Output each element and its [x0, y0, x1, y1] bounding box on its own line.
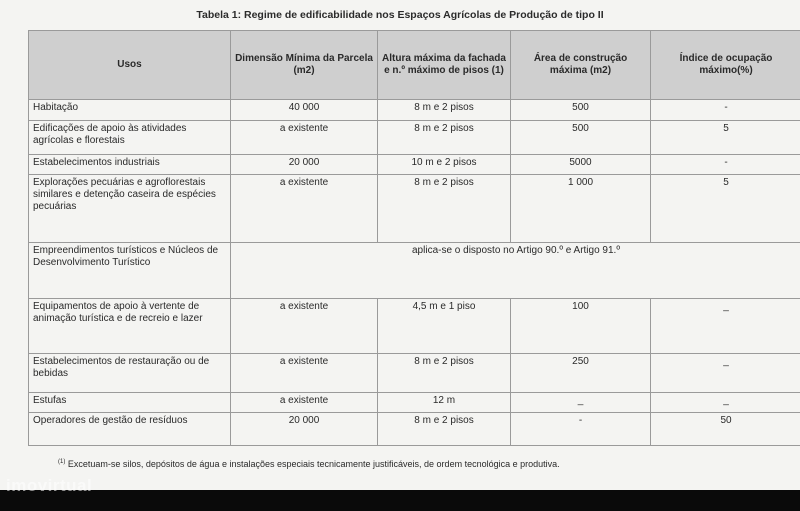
table-row — [29, 121, 800, 155]
cell-indice: _ — [651, 299, 800, 354]
cell-indice: - — [651, 100, 800, 121]
cell-uso: Edificações de apoio às atividades agrícolas e florestais — [29, 121, 231, 155]
cell-uso: Explorações pecuárias e agroflorestais similares e detenção caseira de espécies pecuárias — [29, 175, 231, 243]
cell-altura: 4,5 m e 1 piso — [378, 299, 511, 354]
cell-dimensao: a existente — [231, 354, 378, 393]
cell-altura: 8 m e 2 pisos — [378, 121, 511, 155]
watermark: imovirtual — [6, 476, 93, 495]
table-header-row — [29, 31, 800, 100]
cell-area: - — [511, 413, 651, 446]
table-row — [29, 393, 800, 413]
table-row — [29, 100, 800, 121]
table-row — [29, 413, 800, 446]
header-indice: Índice de ocupação máximo(%) — [651, 31, 800, 100]
cell-area: 250 — [511, 354, 651, 393]
cell-uso: Estabelecimentos de restauração ou de bebidas — [29, 354, 231, 393]
cell-indice: _ — [651, 393, 800, 413]
cell-altura: 8 m e 2 pisos — [378, 175, 511, 243]
table-row — [29, 175, 800, 243]
footnote-text: Excetuam-se silos, depósitos de água e instalações especiais tecnicamente justificáveis, de ordem tecnológica e produtiva. — [67, 459, 560, 469]
cell-uso: Empreendimentos turísticos e Núcleos de Desenvolvimento Turístico — [29, 243, 231, 299]
edificability-table — [28, 30, 800, 446]
cell-area: 1 000 — [511, 175, 651, 243]
table-row — [29, 299, 800, 354]
cell-dimensao: 40 000 — [231, 100, 378, 121]
header-dimensao: Dimensão Mínima da Parcela (m2) — [231, 31, 378, 100]
cell-area: 5000 — [511, 155, 651, 175]
cell-dimensao: 20 000 — [231, 155, 378, 175]
header-usos: Usos — [29, 31, 231, 100]
cell-uso: Equipamentos de apoio à vertente de animação turística e de recreio e lazer — [29, 299, 231, 354]
cell-uso: Habitação — [29, 100, 231, 121]
table-row — [29, 155, 800, 175]
cell-dimensao: 20 000 — [231, 413, 378, 446]
cell-area: 500 — [511, 100, 651, 121]
table-row — [29, 243, 800, 299]
cell-altura: 10 m e 2 pisos — [378, 155, 511, 175]
cell-area: 500 — [511, 121, 651, 155]
table-title: Tabela 1: Regime de edificabilidade nos Espaços Agrícolas de Produção de tipo II — [196, 9, 604, 21]
cell-indice: _ — [651, 354, 800, 393]
cell-dimensao: a existente — [231, 299, 378, 354]
cell-altura: 8 m e 2 pisos — [378, 354, 511, 393]
header-altura: Altura máxima da fachada e n.º máximo de pisos (1) — [378, 31, 511, 100]
cell-dimensao: a existente — [231, 175, 378, 243]
cell-indice: - — [651, 155, 800, 175]
cell-indice: 50 — [651, 413, 800, 446]
cell-altura: 12 m — [378, 393, 511, 413]
cell-altura: 8 m e 2 pisos — [378, 413, 511, 446]
cell-area: _ — [511, 393, 651, 413]
cell-uso: Estufas — [29, 393, 231, 413]
cell-altura: 8 m e 2 pisos — [378, 100, 511, 121]
header-area: Área de construção máxima (m2) — [511, 31, 651, 100]
table-row — [29, 354, 800, 393]
cell-indice: 5 — [651, 175, 800, 243]
cell-dimensao: a existente — [231, 393, 378, 413]
footnote-marker: (1) — [58, 459, 66, 465]
cell-dimensao: a existente — [231, 121, 378, 155]
footnote — [58, 459, 560, 469]
cell-merged-note: aplica-se o disposto no Artigo 90.º e Artigo 91.º — [231, 243, 800, 299]
bottom-bar — [0, 490, 800, 511]
cell-uso: Estabelecimentos industriais — [29, 155, 231, 175]
cell-uso: Operadores de gestão de resíduos — [29, 413, 231, 446]
cell-area: 100 — [511, 299, 651, 354]
cell-indice: 5 — [651, 121, 800, 155]
